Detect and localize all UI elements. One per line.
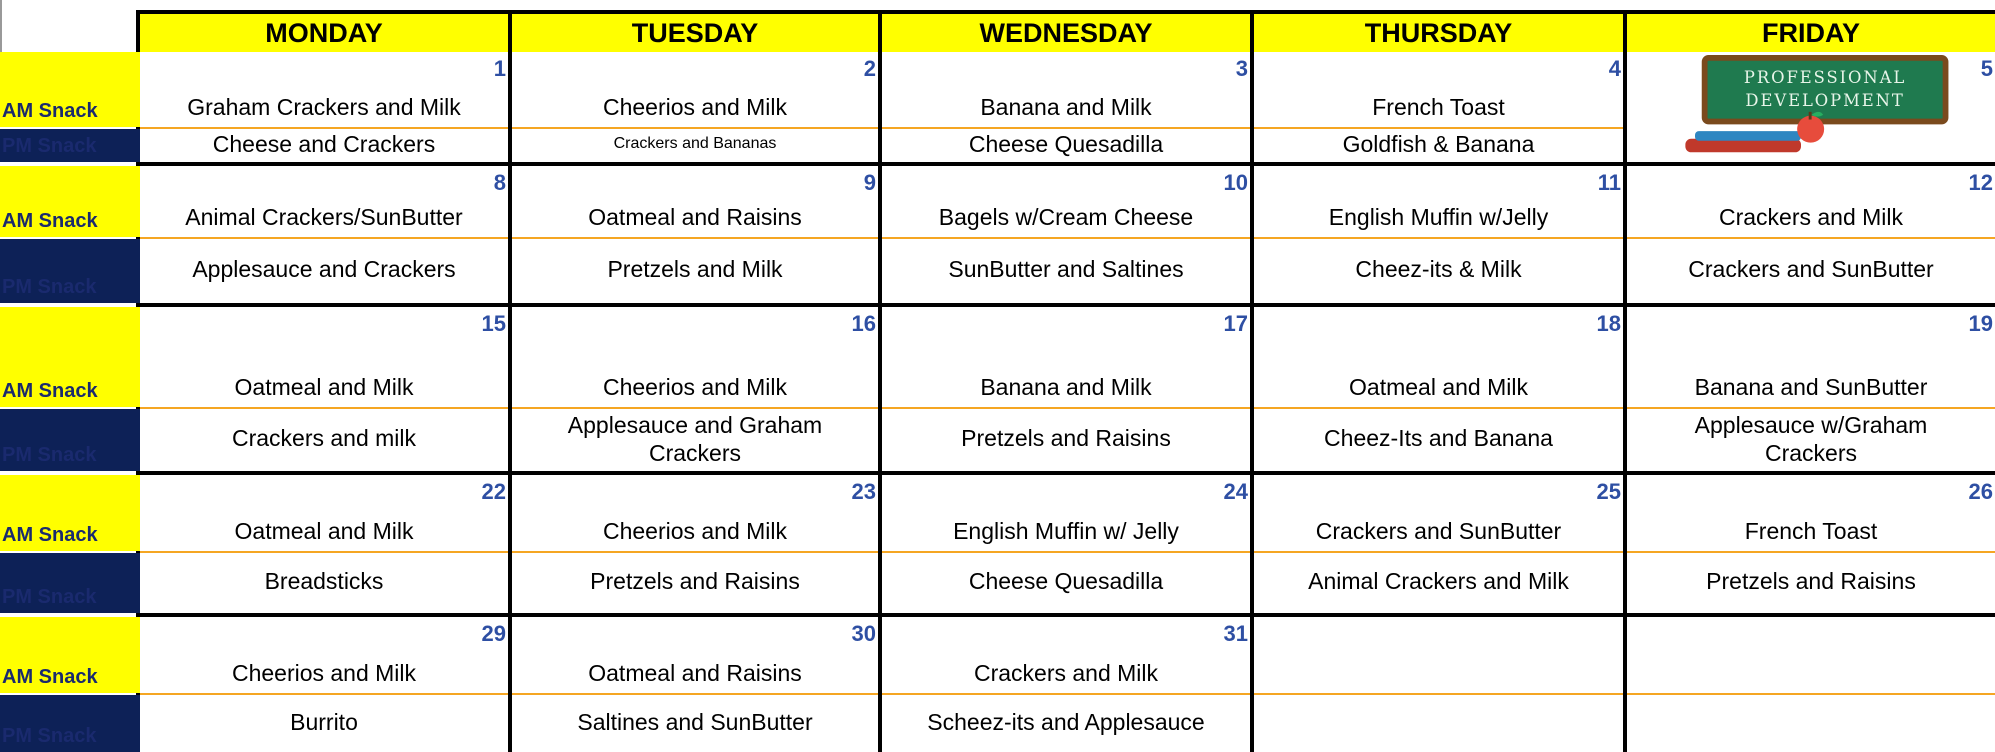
am-pm-divider bbox=[512, 407, 878, 409]
date-number: 19 bbox=[1968, 311, 1993, 336]
header-wednesday: WEDNESDAY bbox=[882, 14, 1250, 52]
am-snack-text: Banana and Milk bbox=[980, 374, 1152, 400]
pm-snack-text: Cheese and Crackers bbox=[212, 130, 436, 157]
am-snack-text: Animal Crackers/SunButter bbox=[185, 204, 463, 230]
day-cell bbox=[1627, 52, 1995, 162]
pm-snack-text: Crackers and milk bbox=[231, 425, 417, 451]
date-number: 29 bbox=[481, 621, 506, 646]
date-number: 10 bbox=[1223, 170, 1248, 195]
date-number: 17 bbox=[1223, 311, 1248, 336]
am-pm-divider bbox=[512, 237, 878, 239]
am-pm-divider bbox=[1627, 407, 1995, 409]
day-cell bbox=[1254, 52, 1623, 162]
pm-snack-text: Applesauce w/Graham Crackers bbox=[1694, 412, 1928, 466]
am-pm-divider bbox=[1627, 693, 1995, 695]
am-snack-text: Crackers and Milk bbox=[1718, 204, 1904, 230]
am-pm-divider bbox=[512, 551, 878, 553]
pm-snack-label: PM Snack bbox=[0, 239, 140, 303]
date-number: 3 bbox=[1235, 56, 1248, 81]
am-snack-text: Oatmeal and Raisins bbox=[588, 660, 802, 686]
pm-snack-text: Pretzels and Milk bbox=[607, 256, 783, 282]
am-pm-divider bbox=[1254, 693, 1623, 695]
am-snack-text: French Toast bbox=[1744, 518, 1878, 544]
date-number: 22 bbox=[481, 479, 506, 504]
am-snack-text: Oatmeal and Raisins bbox=[588, 204, 802, 230]
date-number: 8 bbox=[493, 170, 506, 195]
am-pm-divider bbox=[1627, 551, 1995, 553]
day-cell bbox=[1627, 475, 1995, 613]
pm-snack-text: Pretzels and Raisins bbox=[590, 568, 800, 594]
am-pm-divider bbox=[882, 407, 1250, 409]
pm-snack-label: PM Snack bbox=[0, 695, 140, 752]
header-tuesday: TUESDAY bbox=[512, 14, 878, 52]
am-snack-text: Graham Crackers and Milk bbox=[187, 94, 461, 120]
am-snack-text: Cheerios and Milk bbox=[231, 660, 417, 686]
pm-snack-text: Burrito bbox=[290, 708, 358, 735]
am-snack-text: Cheerios and Milk bbox=[602, 94, 788, 120]
pm-snack-label: PM Snack bbox=[0, 129, 140, 162]
pm-snack-text: Cheez-its & Milk bbox=[1355, 256, 1522, 282]
am-pm-divider bbox=[140, 407, 508, 409]
day-cell bbox=[1254, 475, 1623, 613]
am-snack-text: Oatmeal and Milk bbox=[234, 374, 414, 400]
date-number: 5 bbox=[1980, 56, 1993, 81]
am-pm-divider bbox=[882, 693, 1250, 695]
day-cell bbox=[1254, 617, 1623, 752]
date-number: 4 bbox=[1608, 56, 1621, 81]
day-cell bbox=[512, 166, 878, 303]
pm-snack-text: Crackers and SunButter bbox=[1688, 256, 1934, 282]
day-cell bbox=[140, 475, 508, 613]
day-cell bbox=[882, 166, 1250, 303]
am-pm-divider bbox=[882, 237, 1250, 239]
image-text-line-1: PROFESSIONAL bbox=[1743, 67, 1907, 87]
pm-snack-label: PM Snack bbox=[0, 553, 140, 613]
day-cell bbox=[882, 52, 1250, 162]
am-pm-divider bbox=[512, 693, 878, 695]
am-snack-text: Banana and Milk bbox=[980, 94, 1152, 120]
date-number: 16 bbox=[851, 311, 876, 336]
date-number: 15 bbox=[481, 311, 506, 336]
day-cell bbox=[140, 307, 508, 471]
pm-snack-text: Cheese Quesadilla bbox=[968, 568, 1164, 594]
am-snack-label: AM Snack bbox=[0, 307, 140, 407]
date-number: 23 bbox=[851, 479, 876, 504]
am-pm-divider bbox=[140, 237, 508, 239]
day-cell bbox=[1627, 166, 1995, 303]
pm-snack-text: Pretzels and Raisins bbox=[1706, 568, 1916, 594]
date-number: 30 bbox=[851, 621, 876, 646]
pm-snack-text: Cheez-Its and Banana bbox=[1324, 425, 1553, 451]
pm-snack-text: Cheese Quesadilla bbox=[968, 130, 1164, 157]
pm-snack-text: Scheez-its and Applesauce bbox=[927, 708, 1205, 735]
am-pm-divider bbox=[140, 693, 508, 695]
day-cell bbox=[882, 475, 1250, 613]
pm-snack-text: Pretzels and Raisins bbox=[961, 425, 1171, 451]
am-pm-divider bbox=[882, 551, 1250, 553]
pm-snack-text: Crackers and Bananas bbox=[613, 134, 777, 152]
am-snack-label: AM Snack bbox=[0, 475, 140, 551]
day-cell bbox=[140, 166, 508, 303]
am-snack-label: AM Snack bbox=[0, 617, 140, 693]
am-snack-text: English Muffin w/Jelly bbox=[1328, 204, 1549, 230]
day-cell bbox=[512, 52, 878, 162]
am-snack-text: Cheerios and Milk bbox=[602, 374, 788, 400]
day-cell bbox=[1254, 307, 1623, 471]
day-cell bbox=[1627, 617, 1995, 752]
am-snack-text: Bagels w/Cream Cheese bbox=[938, 204, 1194, 230]
am-snack-text: Banana and SunButter bbox=[1694, 374, 1928, 400]
date-number: 24 bbox=[1223, 479, 1248, 504]
day-cell bbox=[512, 617, 878, 752]
date-number: 25 bbox=[1596, 479, 1621, 504]
header-thursday: THURSDAY bbox=[1254, 14, 1623, 52]
date-number: 31 bbox=[1223, 621, 1248, 646]
header-friday: FRIDAY bbox=[1627, 14, 1995, 52]
day-cell bbox=[140, 617, 508, 752]
am-pm-divider bbox=[1254, 407, 1623, 409]
pm-snack-text: Animal Crackers and Milk bbox=[1308, 568, 1569, 594]
date-number: 1 bbox=[493, 56, 506, 81]
pm-snack-text: Applesauce and Graham Crackers bbox=[567, 412, 823, 466]
day-cell bbox=[1627, 307, 1995, 471]
pm-snack-label: PM Snack bbox=[0, 409, 140, 471]
day-cell bbox=[512, 475, 878, 613]
am-snack-label: AM Snack bbox=[0, 166, 140, 237]
day-cell bbox=[882, 307, 1250, 471]
day-cell bbox=[882, 617, 1250, 752]
pm-snack-text: SunButter and Saltines bbox=[948, 256, 1184, 282]
date-number: 9 bbox=[863, 170, 876, 195]
pm-snack-text: Saltines and SunButter bbox=[577, 708, 813, 735]
am-snack-text: Oatmeal and Milk bbox=[1349, 374, 1528, 400]
image-text-line-2: DEVELOPMENT bbox=[1745, 91, 1905, 111]
am-pm-divider bbox=[140, 551, 508, 553]
am-snack-text: Oatmeal and Milk bbox=[234, 518, 414, 544]
day-cell bbox=[140, 52, 508, 162]
date-number: 18 bbox=[1596, 311, 1621, 336]
am-snack-label: AM Snack bbox=[0, 52, 140, 127]
header-monday: MONDAY bbox=[140, 14, 508, 52]
date-number: 11 bbox=[1597, 170, 1621, 195]
am-snack-text: Crackers and Milk bbox=[973, 660, 1159, 686]
date-number: 26 bbox=[1968, 479, 1993, 504]
date-number: 2 bbox=[863, 56, 876, 81]
day-cell bbox=[512, 307, 878, 471]
am-snack-text: Crackers and SunButter bbox=[1315, 518, 1562, 544]
am-pm-divider bbox=[1254, 551, 1623, 553]
pm-snack-text: Breadsticks bbox=[264, 568, 384, 594]
am-pm-divider bbox=[1627, 237, 1995, 239]
day-cell bbox=[1254, 166, 1623, 303]
am-pm-divider bbox=[1254, 237, 1623, 239]
pm-snack-text: Goldfish & Banana bbox=[1342, 130, 1535, 157]
date-number: 12 bbox=[1968, 170, 1993, 195]
professional-development-image bbox=[1627, 54, 1975, 160]
am-snack-text: French Toast bbox=[1372, 94, 1505, 120]
am-snack-text: English Muffin w/ Jelly bbox=[953, 518, 1179, 544]
am-snack-text: Cheerios and Milk bbox=[602, 518, 788, 544]
pm-snack-text: Applesauce and Crackers bbox=[192, 256, 456, 282]
left-border bbox=[0, 0, 2, 52]
